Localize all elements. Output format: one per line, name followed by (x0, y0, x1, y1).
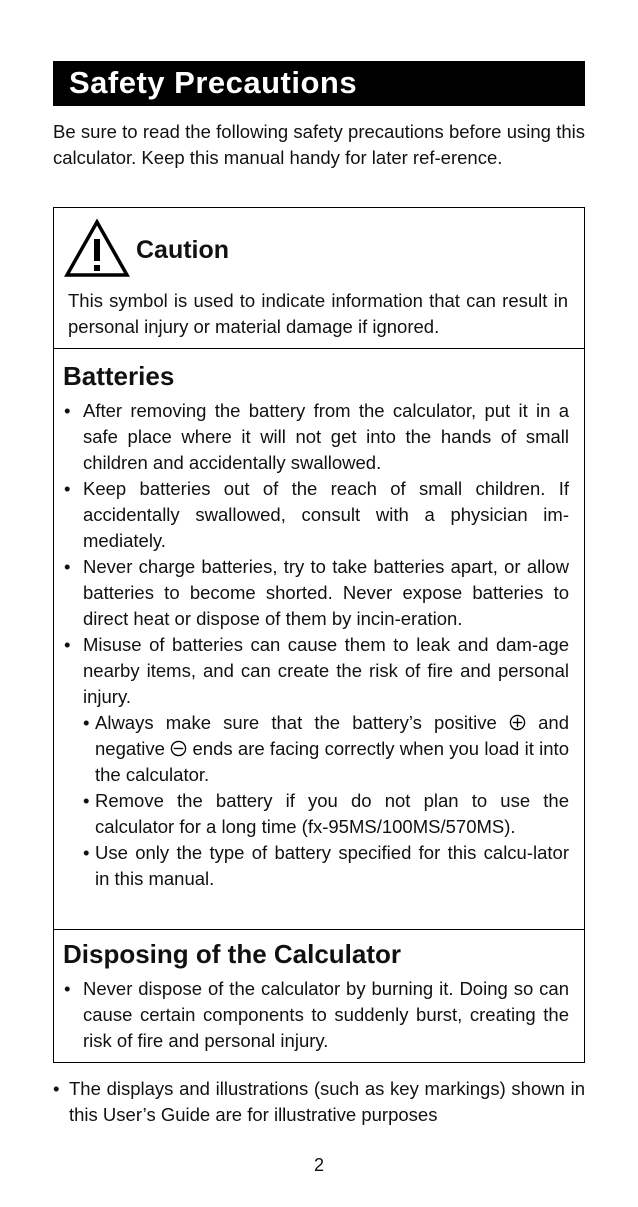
list-item (64, 976, 569, 1054)
caution-description: This symbol is used to indicate information that can result in personal injury or material damage if ignored. (68, 290, 568, 337)
polarity-text-3: ends are facing correctly when you load it into the calculator. (95, 738, 569, 785)
list-item (64, 476, 569, 554)
list-item-text: Use only the type of battery specified for this calcu-lator in this manual. (95, 842, 569, 889)
section-divider (54, 348, 584, 349)
list-item (64, 632, 569, 892)
batteries-list (64, 398, 569, 892)
bullet: • (64, 634, 71, 655)
minus-circle-icon (170, 740, 187, 757)
precautions-box (53, 207, 585, 1063)
list-item-text: After removing the battery from the calculator, put it in a safe place where it will not get into the hands of small children and accidentally swallowed. (83, 400, 569, 473)
polarity-text-2: and negative (95, 712, 570, 759)
list-item (83, 788, 569, 840)
title-bar (53, 61, 585, 106)
list-item-text: Never charge batteries, try to take batteries apart, or allow batteries to become shorted. Never expose batteries to direct heat or dispose of them by incin-eration. (83, 556, 569, 629)
bullet: • (64, 556, 71, 577)
section-divider (54, 929, 584, 930)
bullet: • (83, 712, 90, 733)
batteries-sublist (83, 710, 569, 892)
page-title: Safety Precautions (69, 65, 358, 100)
disposing-heading: Disposing of the Calculator (63, 939, 402, 969)
list-item (83, 840, 569, 892)
bullet: • (83, 790, 90, 811)
caution-heading: Caution (136, 236, 230, 264)
list-item (83, 710, 569, 788)
footer-note (53, 1076, 585, 1128)
list-item-text: Keep batteries out of the reach of small children. If accidentally swallowed, consult with a physician im-mediately. (83, 478, 569, 551)
bullet: • (64, 478, 71, 499)
list-item-text: Never dispose of the calculator by burning it. Doing so can cause certain components to suddenly burst, creating the risk of fire and personal injury. (83, 978, 569, 1051)
page-number: 2 (313, 1155, 324, 1175)
intro-paragraph: Be sure to read the following safety precautions before using this calculator. Keep this manual handy for later ref-erence. (53, 121, 585, 168)
bullet: • (53, 1078, 60, 1099)
disposing-list (64, 976, 569, 1054)
footer-note-text: The displays and illustrations (such as key markings) shown in this User’s Guide are for illustrative purposes (69, 1078, 585, 1125)
list-item (64, 398, 569, 476)
bullet: • (64, 400, 71, 421)
plus-circle-icon (509, 714, 526, 731)
warning-triangle-icon (64, 218, 130, 278)
polarity-text-1: Always make sure that the battery’s positive (95, 712, 497, 733)
list-item-text: Misuse of batteries can cause them to leak and dam-age nearby items, and can create the risk of fire and personal injury. (83, 634, 569, 707)
list-item (64, 554, 569, 632)
list-item-text: Remove the battery if you do not plan to use the calculator for a long time (fx-95MS/100MS/570MS). (95, 790, 569, 837)
bullet: • (83, 842, 90, 863)
bullet: • (64, 978, 71, 999)
batteries-heading: Batteries (63, 361, 175, 391)
